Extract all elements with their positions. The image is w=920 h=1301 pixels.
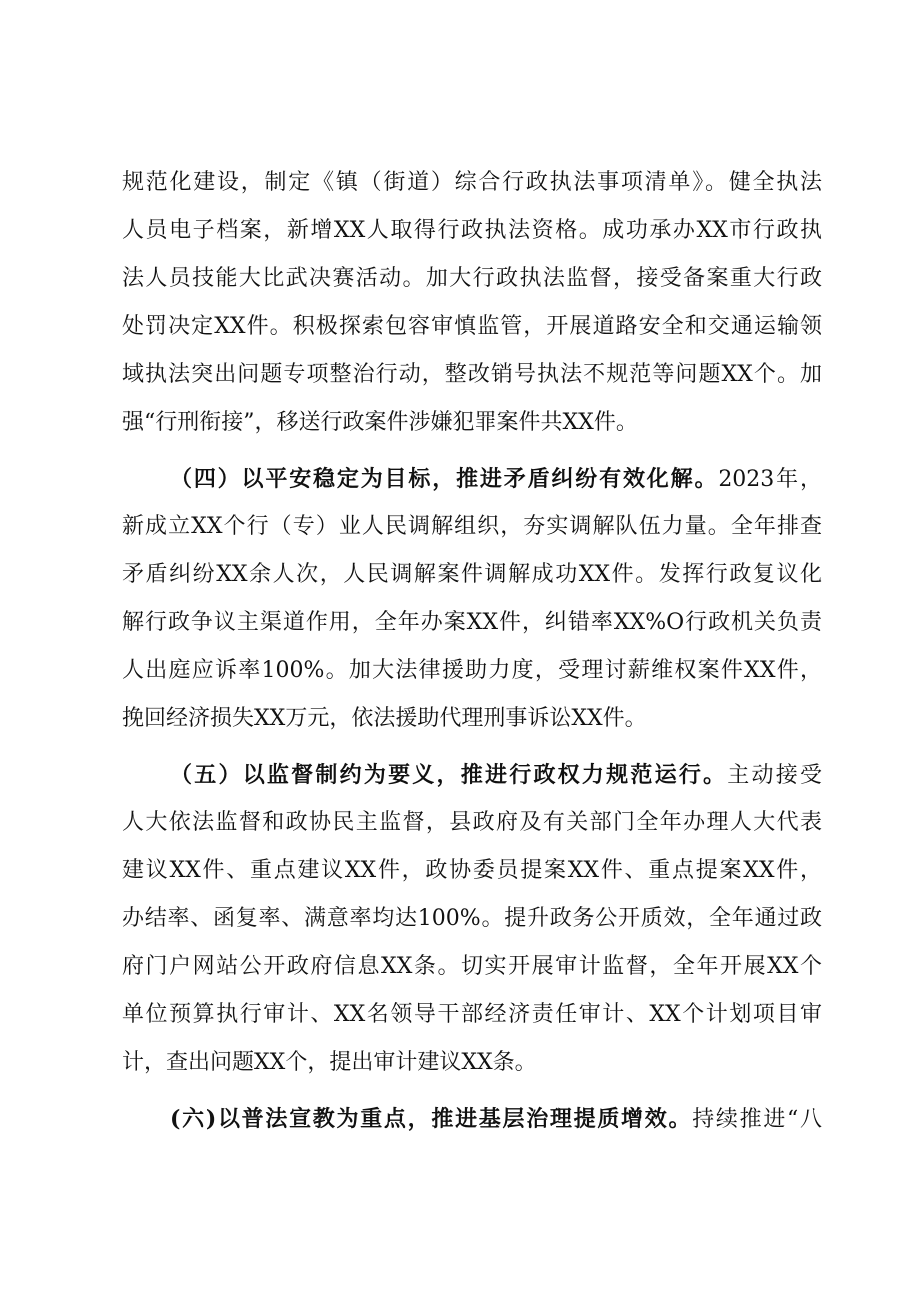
paragraph-4-heading: (六)以普法宣教为重点，推进基层治理提质增效。: [170, 1106, 693, 1132]
paragraph-3-line-2: 人大依法监督和政协民主监督，县政府及有关部门全年办理人大代表: [122, 810, 822, 835]
paragraph-2-line-6: 挽回经济损失XX万元，依法援助代理刑事诉讼XX件。: [122, 706, 647, 731]
paragraph-2-line-5: 人出庭应诉率100%。加大法律援助力度，受理讨薪维权案件XX件，: [122, 658, 822, 683]
paragraph-1-line-4: 处罚决定XX件。积极探索包容审慎监管，开展道路安全和交通运输领: [122, 314, 822, 339]
paragraph-2-heading: （四）以平安稳定为目标，推进矛盾纠纷有效化解。: [170, 466, 719, 492]
paragraph-1-line-3: 法人员技能大比武决赛活动。加大行政执法监督，接受备案重大行政: [122, 266, 822, 291]
paragraph-1-line-2: 人员电子档案，新增XX人取得行政执法资格。成功承办XX市行政执: [122, 218, 822, 243]
paragraph-3-first-line-tail: 主动接受: [727, 763, 822, 788]
paragraph-3-line-5: 府门户网站公开政府信息XX条。切实开展审计监督，全年开展XX个: [122, 954, 822, 979]
paragraph-2-line-3: 矛盾纠纷XX余人次，人民调解案件调解成功XX件。发挥行政复议化: [122, 562, 822, 587]
paragraph-3-line-6: 单位预算执行审计、XX名领导干部经济责任审计、XX个计划项目审: [122, 1002, 822, 1027]
paragraph-1-line-5: 域执法突出问题专项整治行动，整改销号执法不规范等问题XX个。加: [122, 362, 822, 387]
paragraph-2-first-line: [170, 464, 822, 494]
paragraph-3-first-line: [170, 760, 822, 790]
paragraph-4-first-line-tail: 持续推进“八: [692, 1107, 822, 1132]
paragraph-1-line-6: 强“行刑衔接”，移送行政案件涉嫌犯罪案件共XX件。: [122, 410, 638, 435]
paragraph-1-line-1: 规范化建设，制定《镇（街道）综合行政执法事项清单》。健全执法: [122, 170, 822, 195]
paragraph-2-line-2: 新成立XX个行（专）业人民调解组织，夯实调解队伍力量。全年排查: [122, 514, 822, 539]
paragraph-3-line-7: 计，查出问题XX个，提出审计建议XX条。: [122, 1050, 537, 1075]
paragraph-3-line-4: 办结率、函复率、满意率均达100%。提升政务公开质效，全年通过政: [122, 906, 822, 931]
paragraph-4-first-line: [170, 1104, 822, 1134]
paragraph-3-heading: （五）以监督制约为要义，推进行政权力规范运行。: [170, 762, 728, 788]
paragraph-2-line-4: 解行政争议主渠道作用，全年办案XX件，纠错率XX%O行政机关负责: [122, 610, 822, 635]
paragraph-3-line-3: 建议XX件、重点建议XX件，政协委员提案XX件、重点提案XX件，: [122, 858, 822, 883]
paragraph-2-first-line-tail: 2023年，: [718, 467, 822, 492]
